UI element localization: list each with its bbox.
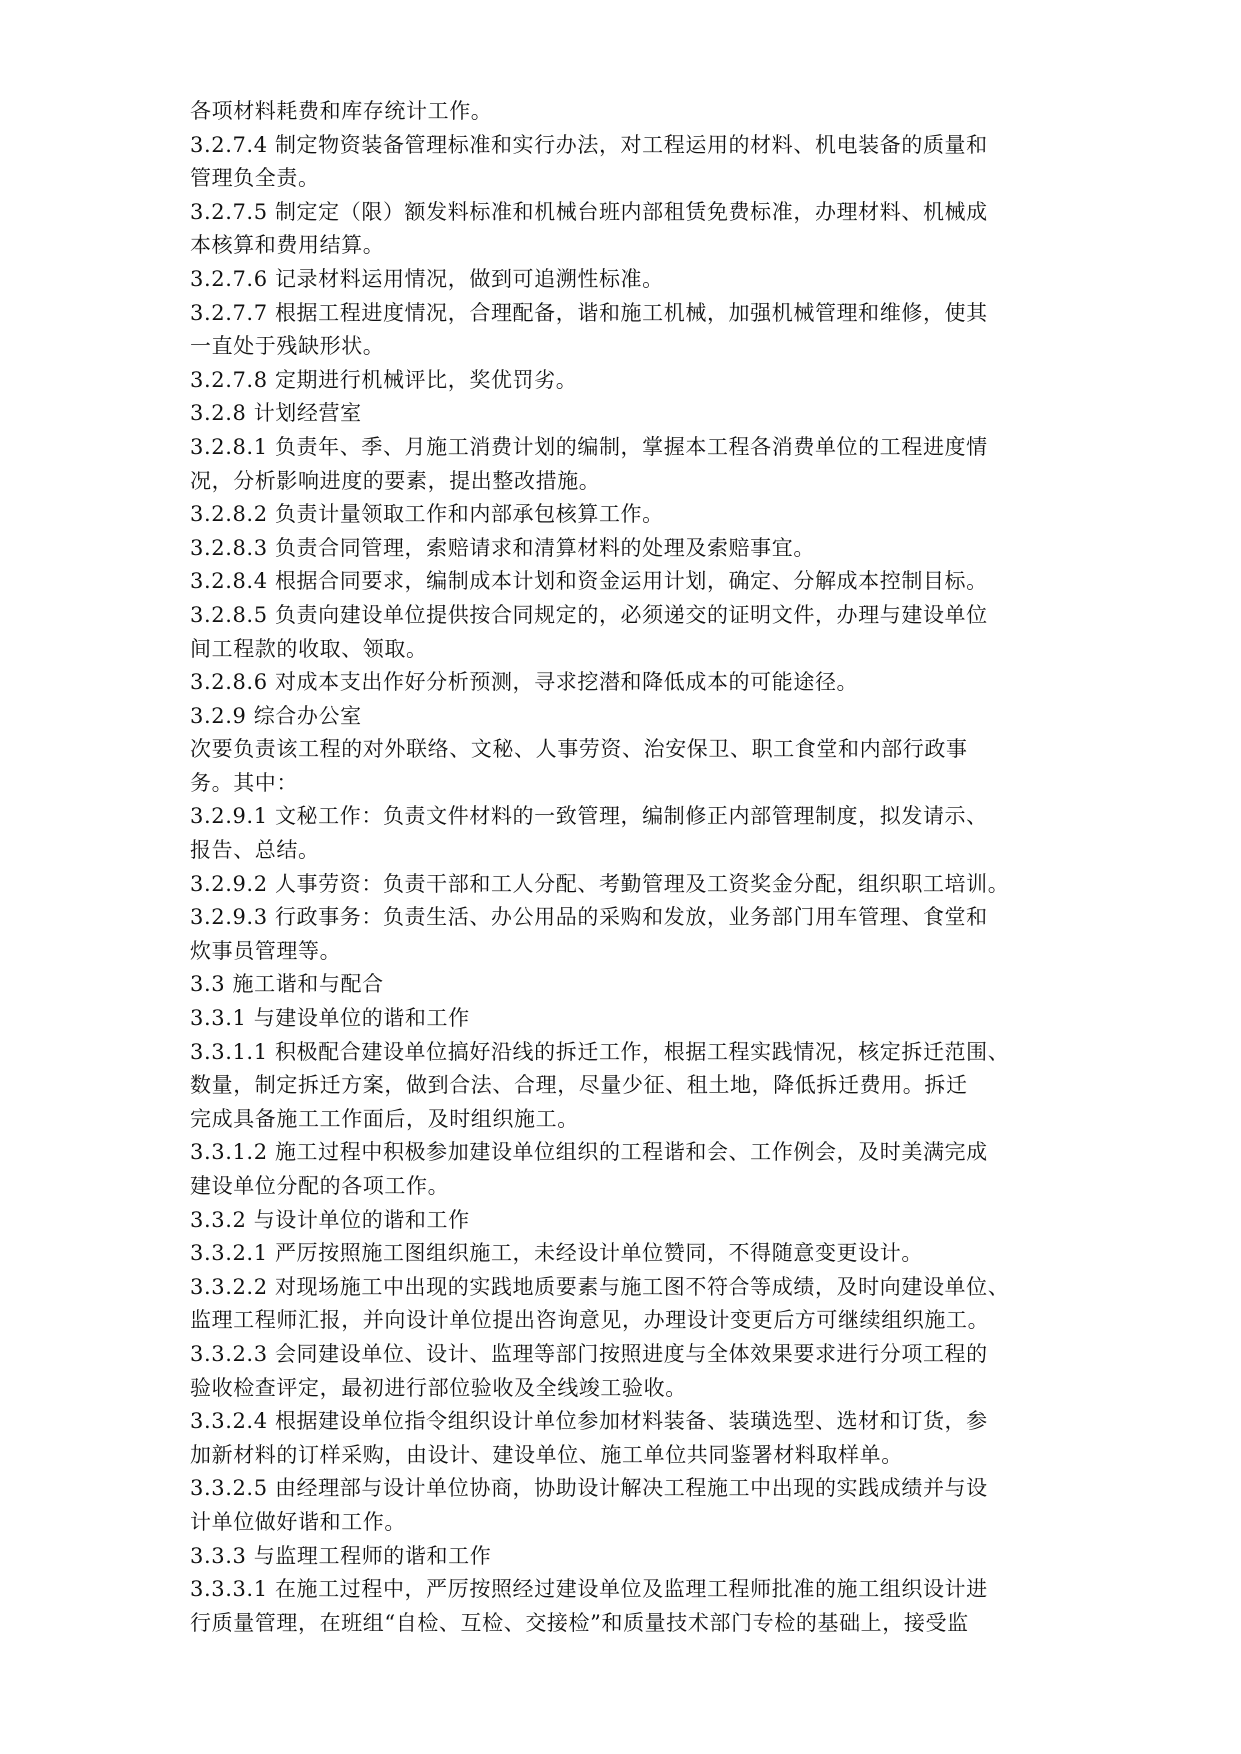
text-line: 3.3.1 与建设单位的谐和工作 (190, 1006, 470, 1031)
text-line: 3.2.9.3 行政事务：负责生活、办公用品的采购和发放，业务部门用车管理、食堂和 (190, 905, 988, 930)
text-line: 一直处于残缺形状。 (190, 334, 385, 359)
text-line: 3.2.8.6 对成本支出作好分析预测，寻求挖潜和降低成本的可能途径。 (190, 670, 859, 695)
text-line: 间工程款的收取、领取。 (190, 636, 428, 661)
text-line: 3.2.7.4 制定物资装备管理标准和实行办法，对工程运用的材料、机电装备的质量和 (190, 132, 988, 157)
text-line: 次要负责该工程的对外联络、文秘、人事劳资、治安保卫、职工食堂和内部行政事 (190, 737, 968, 762)
text-line: 3.3 施工谐和与配合 (190, 972, 384, 997)
text-line: 3.2.8.3 负责合同管理，索赔请求和清算材料的处理及索赔事宜。 (190, 535, 815, 560)
text-line: 3.2.7.6 记录材料运用情况，做到可追溯性标准。 (190, 266, 664, 291)
text-line: 3.3.2.3 会同建设单位、设计、监理等部门按照进度与全体效果要求进行分项工程的 (190, 1341, 988, 1366)
text-line: 3.2.7.7 根据工程进度情况，合理配备，谐和施工机械，加强机械管理和维修，使其 (190, 300, 988, 325)
text-line: 务。其中： (190, 770, 298, 795)
text-line: 加新材料的订样采购，由设计、建设单位、施工单位共同鉴署材料取样单。 (190, 1442, 903, 1467)
text-line: 况，分析影响进度的要素，提出整改措施。 (190, 468, 601, 493)
text-line: 3.2.8.5 负责向建设单位提供按合同规定的，必须递交的证明文件，办理与建设单位 (190, 602, 988, 627)
text-line: 3.2.8.1 负责年、季、月施工消费计划的编制，掌握本工程各消费单位的工程进度情 (190, 434, 988, 459)
text-line: 炊事员管理等。 (190, 938, 342, 963)
text-line: 建设单位分配的各项工作。 (190, 1174, 450, 1198)
text-line: 报告、总结。 (190, 838, 320, 863)
text-line: 本核算和费用结算。 (190, 233, 385, 258)
text-line: 3.2.9.2 人事劳资：负责干部和工人分配、考勤管理及工资奖金分配，组织职工培训。 (190, 871, 1010, 896)
text-line: 3.3.3 与监理工程师的谐和工作 (190, 1543, 492, 1568)
text-line: 3.3.1.1 积极配合建设单位搞好沿线的拆迁工作，根据工程实践情况，核定拆迁范围、 (190, 1039, 1010, 1064)
text-line: 3.3.2 与设计单位的谐和工作 (190, 1207, 470, 1232)
text-line: 3.2.8.2 负责计量领取工作和内部承包核算工作。 (190, 502, 664, 527)
text-line: 验收检查评定，最初进行部位验收及全线竣工验收。 (190, 1375, 687, 1400)
text-line: 3.3.2.1 严厉按照施工图组织施工，未经设计单位赞同，不得随意变更设计。 (190, 1241, 923, 1266)
text-line: 3.3.2.5 由经理部与设计单位协商，协助设计解决工程施工中出现的实践成绩并与设 (190, 1476, 988, 1501)
text-line: 3.3.2.2 对现场施工中出现的实践地质要素与施工图不符合等成绩，及时向建设单位、 (190, 1274, 1010, 1299)
text-line: 3.2.7.8 定期进行机械评比，奖优罚劣。 (190, 367, 578, 392)
text-line: 3.2.7.5 制定定（限）额发料标准和机械台班内部租赁免费标准，办理材料、机械成 (190, 199, 988, 224)
text-line: 完成具备施工工作面后，及时组织施工。 (190, 1106, 579, 1131)
text-line: 3.2.8.4 根据合同要求，编制成本计划和资金运用计划，确定、分解成本控制目标。 (190, 569, 988, 594)
text-line: 行质量管理，在班组“自检、互检、交接检”和质量技术部门专检的基础上，接受监 (190, 1610, 969, 1635)
text-line: 3.3.1.2 施工过程中积极参加建设单位组织的工程谐和会、工作例会，及时美满完成 (190, 1140, 988, 1165)
document-body (190, 95, 1070, 1640)
text-line: 监理工程师汇报，并向设计单位提出咨询意见，办理设计变更后方可继续组织施工。 (190, 1308, 990, 1333)
text-line: 3.3.3.1 在施工过程中，严厉按照经过建设单位及监理工程师批准的施工组织设计进 (190, 1577, 988, 1602)
text-line: 管理负全责。 (190, 166, 320, 191)
text-line: 3.3.2.4 根据建设单位指令组织设计单位参加材料装备、装璜选型、选材和订货，参 (190, 1409, 988, 1434)
text-line: 3.2.8 计划经营室 (190, 401, 362, 426)
text-line: 3.2.9 综合办公室 (190, 703, 362, 728)
text-line: 数量，制定拆迁方案，做到合法、合理，尽量少征、租土地，降低拆迁费用。拆迁 (190, 1073, 968, 1098)
text-line: 计单位做好谐和工作。 (190, 1509, 406, 1534)
text-line: 各项材料耗费和库存统计工作。 (190, 99, 493, 123)
text-line: 3.2.9.1 文秘工作：负责文件材料的一致管理，编制修正内部管理制度，拟发请示、 (190, 804, 988, 829)
